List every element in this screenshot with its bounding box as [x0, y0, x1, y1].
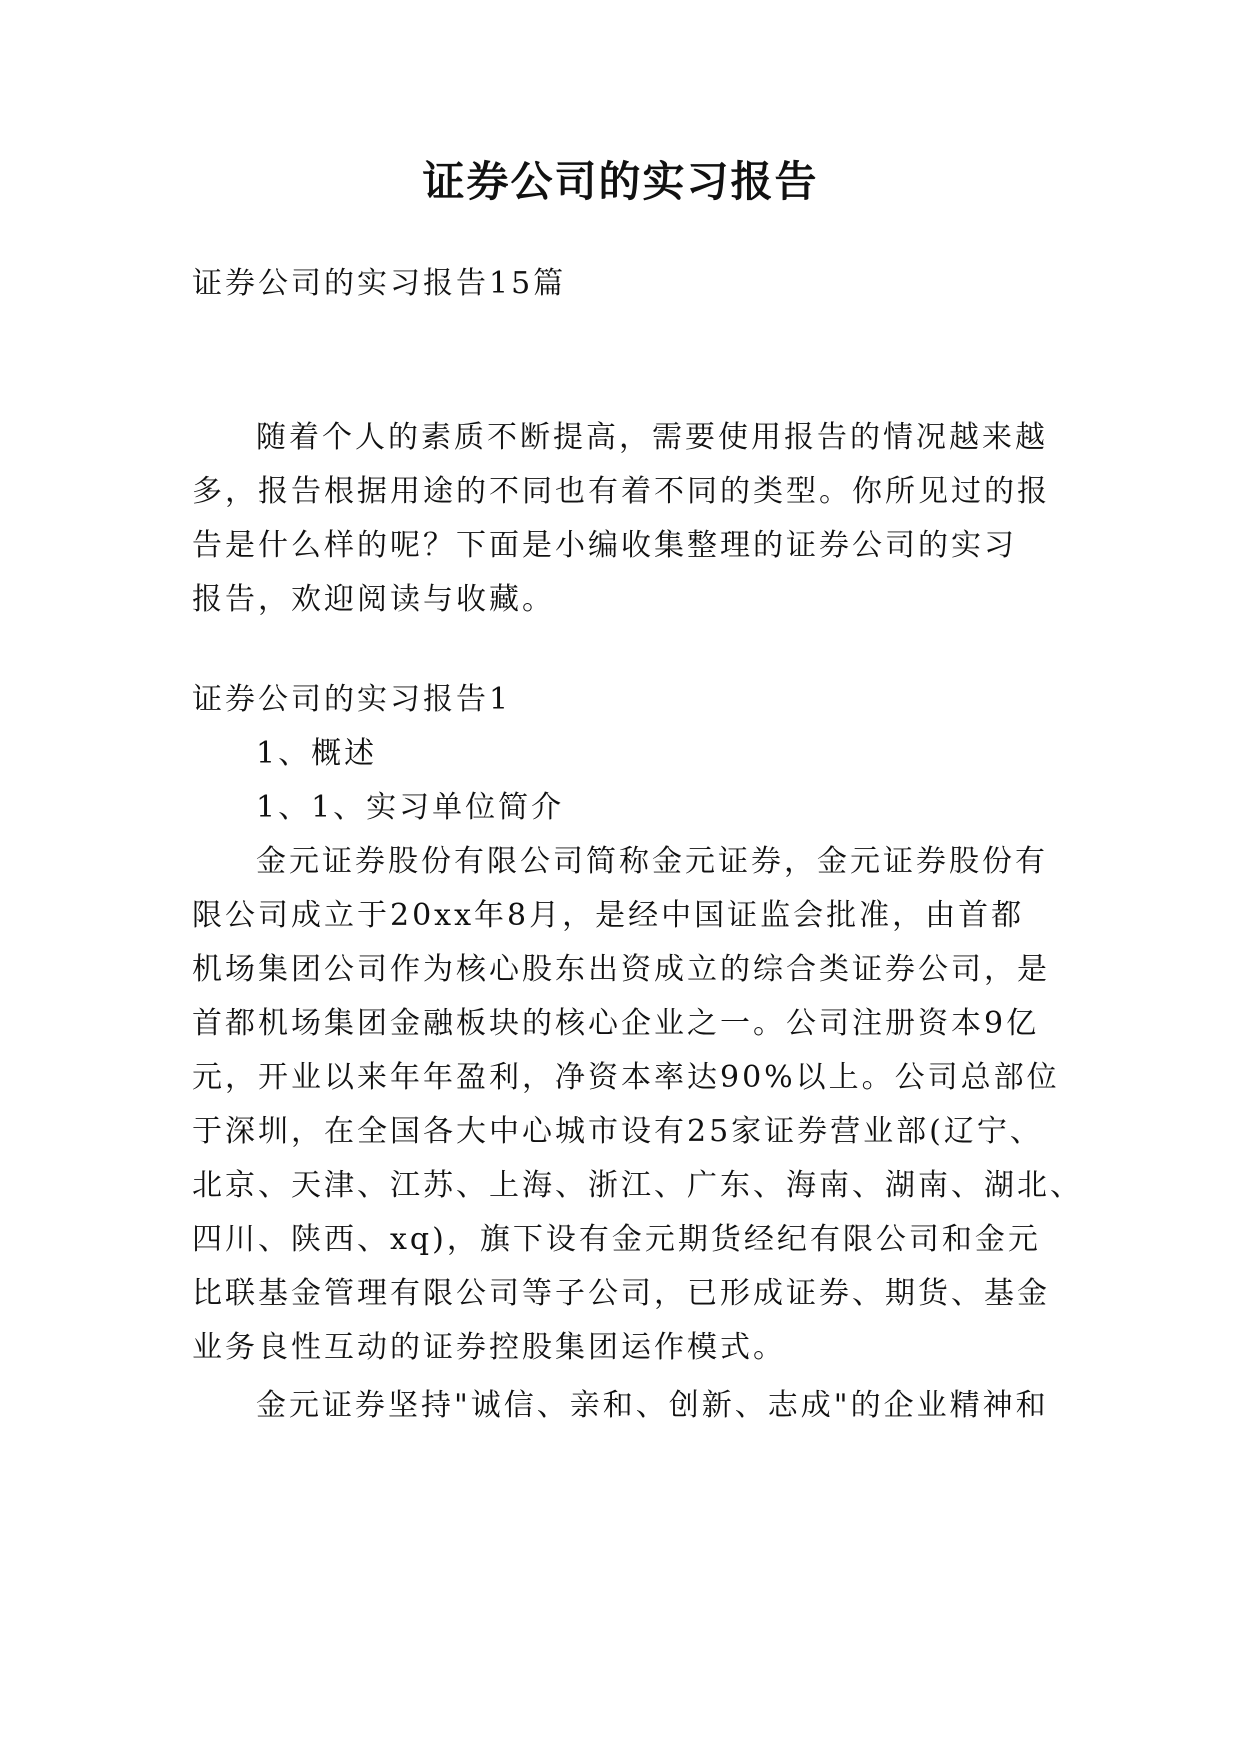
body-last-line: 金元证券坚持"诚信、亲和、创新、志成"的企业精神和 [256, 1388, 1049, 1423]
body-line-5: 元，开业以来年年盈利，净资本率达90%以上。公司总部位 [192, 1060, 1060, 1095]
body-line-7: 北京、天津、江苏、上海、浙江、广东、海南、湖南、湖北、 [192, 1168, 1083, 1203]
intro-line-2: 多，报告根据用途的不同也有着不同的类型。你所见过的报 [192, 474, 1050, 509]
document-title: 证券公司的实习报告 [422, 157, 819, 206]
body-line-1: 金元证券股份有限公司简称金元证券，金元证券股份有 [256, 844, 1048, 879]
intro-line-1: 随着个人的素质不断提高，需要使用报告的情况越来越 [256, 420, 1048, 455]
intro-line-4: 报告，欢迎阅读与收藏。 [192, 582, 555, 617]
intro-line-3: 告是什么样的呢？下面是小编收集整理的证券公司的实习 [192, 528, 1017, 563]
document-subtitle: 证券公司的实习报告15篇 [192, 266, 567, 301]
body-line-4: 首都机场集团金融板块的核心企业之一。公司注册资本9亿 [192, 1006, 1040, 1041]
body-line-9: 比联基金管理有限公司等子公司，已形成证券、期货、基金 [192, 1276, 1050, 1311]
body-line-2: 限公司成立于20xx年8月，是经中国证监会批准，由首都 [192, 898, 1025, 933]
heading-overview: 1、概述 [256, 736, 378, 771]
body-line-10: 业务良性互动的证券控股集团运作模式。 [192, 1330, 786, 1365]
body-line-6: 于深圳，在全国各大中心城市设有25家证券营业部(辽宁、 [192, 1114, 1043, 1149]
body-line-3: 机场集团公司作为核心股东出资成立的综合类证券公司，是 [192, 952, 1050, 987]
section-heading: 证券公司的实习报告1 [192, 682, 512, 717]
body-line-8: 四川、陕西、xq)，旗下设有金元期货经纪有限公司和金元 [192, 1222, 1041, 1257]
heading-company: 1、1、实习单位简介 [256, 790, 565, 825]
